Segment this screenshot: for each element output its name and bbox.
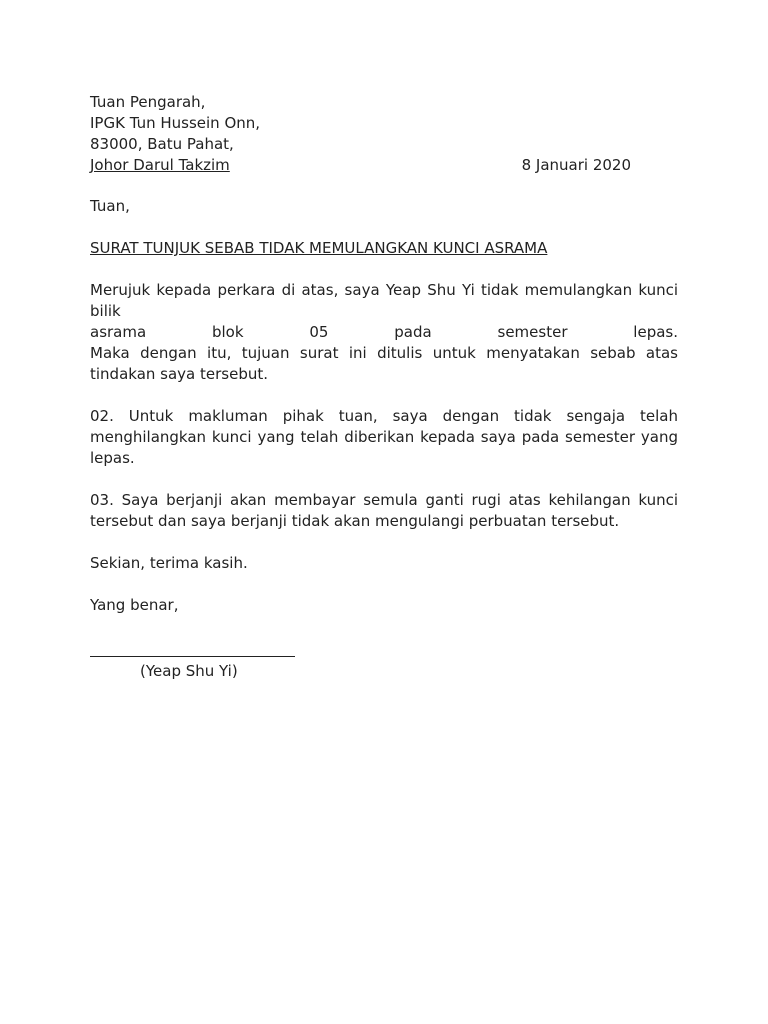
- signatory-name: (Yeap Shu Yi): [140, 662, 238, 680]
- salutation: Tuan,: [90, 197, 130, 215]
- letter-subject: SURAT TUNJUK SEBAB TIDAK MEMULANGKAN KUNCI ASRAMA: [90, 239, 548, 257]
- recipient-line-2: IPGK Tun Hussein Onn,: [90, 114, 261, 132]
- recipient-address: [90, 92, 678, 176]
- recipient-line-3: 83000, Batu Pahat,: [90, 135, 234, 153]
- paragraph-3: [90, 490, 678, 532]
- paragraph-1-line-1: Merujuk kepada perkara di atas, saya Yeap Shu Yi tidak memulangkan kunci bilik: [90, 281, 678, 320]
- paragraph-1-rest: Maka dengan itu, tujuan surat ini ditulis untuk menyatakan sebab atas tindakan saya tersebut.: [90, 344, 678, 383]
- closing-thanks: Sekian, terima kasih.: [90, 554, 248, 572]
- closing-sign-off: Yang benar,: [90, 596, 179, 614]
- paragraph-2: [90, 406, 678, 469]
- paragraph-1-line-2: asrama blok 05 pada semester lepas.: [90, 323, 678, 341]
- paragraph-3-text: 03. Saya berjanji akan membayar semula ganti rugi atas kehilangan kunci tersebut dan saya berjanji tidak akan mengulangi perbuatan tersebut.: [90, 491, 678, 530]
- paragraph-1: [90, 280, 678, 385]
- letter-date: 8 Januari 2020: [521, 156, 631, 174]
- signature-line: [90, 656, 295, 657]
- paragraph-2-text: 02. Untuk makluman pihak tuan, saya dengan tidak sengaja telah menghilangkan kunci yang telah diberikan kepada saya pada semester yang lepas.: [90, 407, 678, 467]
- recipient-line-1: Tuan Pengarah,: [90, 93, 206, 111]
- recipient-line-4: Johor Darul Takzim: [90, 156, 230, 174]
- letter: [90, 92, 678, 682]
